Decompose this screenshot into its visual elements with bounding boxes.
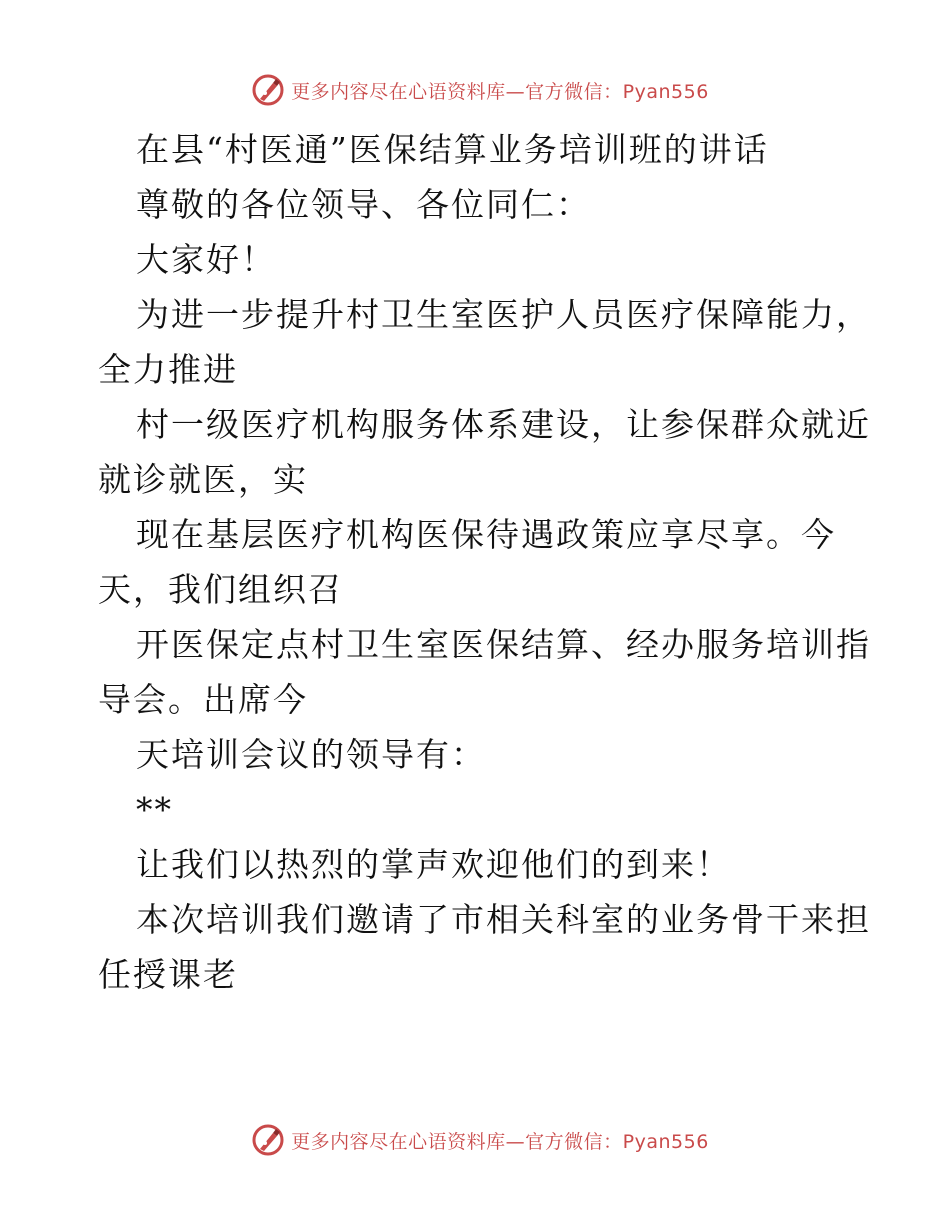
text-line: 为进一步提升村卫生室医护人员医疗保障能力， <box>136 295 871 334</box>
text-line: 开医保定点村卫生室医保结算、经办服务培训指 <box>136 625 871 664</box>
header-watermark <box>0 70 950 110</box>
watermark-group <box>251 1123 709 1157</box>
text-line: 尊敬的各位领导、各位同仁： <box>136 185 591 224</box>
footer-watermark <box>0 1120 950 1160</box>
document-body <box>98 122 871 1002</box>
pen-logo-icon <box>251 1123 285 1157</box>
text-line: 现在基层医疗机构医保待遇政策应享尽享。今 <box>136 515 836 554</box>
text-line: 在县“村医通”医保结算业务培训班的讲话 <box>136 130 769 169</box>
text-line: 让我们以热烈的掌声欢迎他们的到来！ <box>136 845 731 884</box>
text-line: 全力推进 <box>98 350 238 389</box>
text-line: 大家好！ <box>136 240 276 279</box>
text-line: 就诊就医，实 <box>98 460 308 499</box>
watermark-group <box>251 73 709 107</box>
text-line: 天，我们组织召 <box>98 570 343 609</box>
text-line: 天培训会议的领导有： <box>136 735 486 774</box>
text-line: ** <box>136 790 173 829</box>
text-line: 任授课老 <box>98 955 238 994</box>
text-line: 本次培训我们邀请了市相关科室的业务骨干来担 <box>136 900 871 939</box>
text-line: 村一级医疗机构服务体系建设，让参保群众就近 <box>136 405 871 444</box>
text-line: 导会。出席今 <box>98 680 308 719</box>
watermark-text: 更多内容尽在心语资料库—官方微信：Pyan556 <box>291 1130 709 1153</box>
pen-logo-icon <box>251 73 285 107</box>
watermark-text: 更多内容尽在心语资料库—官方微信：Pyan556 <box>291 80 709 103</box>
